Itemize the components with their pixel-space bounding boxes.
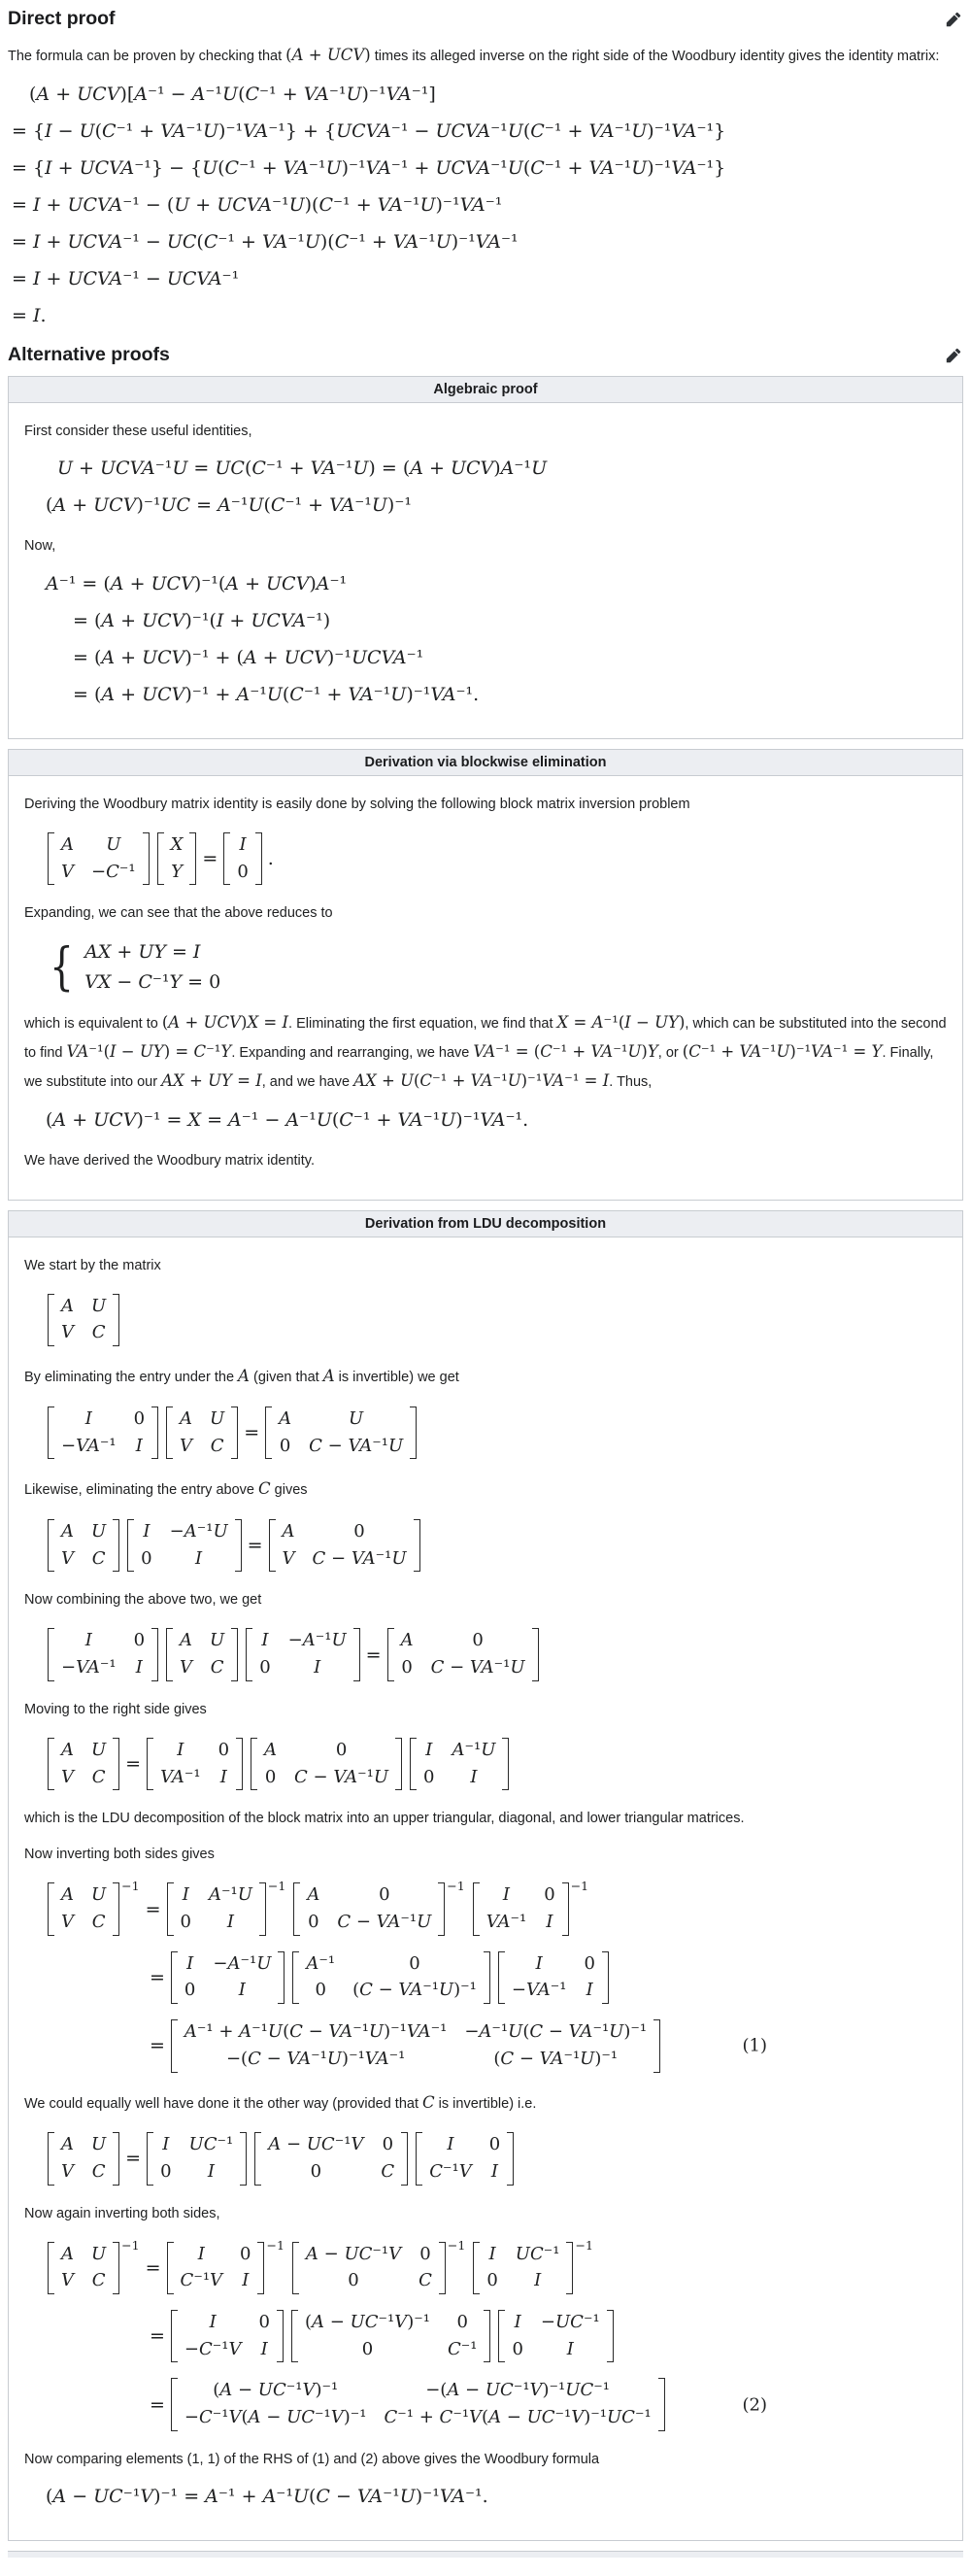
inline-math: X = A⁻¹(I − UY) bbox=[556, 1013, 686, 1033]
matrix: A⁻¹ + A⁻¹U(C − VA⁻¹U)⁻¹VA⁻¹ −A⁻¹U(C − VA⁻¹U)⁻¹ −(C − VA⁻¹U)⁻¹VA⁻¹ (C − VA⁻¹U)⁻¹ bbox=[171, 2019, 660, 2072]
paragraph: Moving to the right side gives bbox=[24, 1701, 207, 1717]
matrix-equation: A U V C = I UC⁻¹ 0 I A − UC⁻¹V 0 0 C I 0 C⁻¹V I bbox=[46, 2132, 947, 2185]
matrix-equation: = A⁻¹ + A⁻¹U(C − VA⁻¹U)⁻¹VA⁻¹ −A⁻¹U(C − VA⁻¹U)⁻¹ −(C − VA⁻¹U)⁻¹VA⁻¹ (C − VA⁻¹U)⁻¹ (1) bbox=[150, 2019, 947, 2072]
matrix: I 0 −VA⁻¹ I bbox=[498, 1951, 609, 2004]
equation-line: = I + UCVA⁻¹ − UC(C⁻¹ + VA⁻¹U)(C⁻¹ + VA⁻¹U)⁻¹VA⁻¹ bbox=[12, 231, 519, 253]
matrix: I −A⁻¹U 0 I bbox=[246, 1628, 359, 1680]
equation-line: = (A + UCV)⁻¹ + (A + UCV)⁻¹UCVA⁻¹ bbox=[73, 646, 424, 668]
paragraph: which is equivalent to (A + UCV)X = I. Eliminating the first equation, we find that X = A⁻¹(I − UY), which can be substituted into the second to find VA⁻¹(I − UY) = C⁻¹Y. Expanding and rearranging, we have VA⁻¹ = (C⁻¹ + VA⁻¹U)Y, or (C⁻¹ + VA⁻¹U)⁻¹VA⁻¹ = Y. Finally, we substitute into our AX + UY = I, and we have AX + U(C⁻¹ + VA⁻¹U)⁻¹VA⁻¹ = I. Thus, bbox=[24, 1013, 947, 1090]
equation-line: = I + UCVA⁻¹ − (U + UCVA⁻¹U)(C⁻¹ + VA⁻¹U)⁻¹VA⁻¹ bbox=[12, 193, 503, 216]
matrix-equation: A U V −C⁻¹ X Y = I 0 . bbox=[46, 832, 947, 885]
left-brace: { bbox=[50, 937, 74, 997]
matrix: A U V −C⁻¹ bbox=[48, 832, 150, 885]
equation-line: = (A + UCV)⁻¹ + A⁻¹U(C⁻¹ + VA⁻¹U)⁻¹VA⁻¹. bbox=[73, 683, 480, 705]
equation-line: = {I + UCVA⁻¹} − {U(C⁻¹ + VA⁻¹U)⁻¹VA⁻¹ + UCVA⁻¹U(C⁻¹ + VA⁻¹U)⁻¹VA⁻¹} bbox=[12, 156, 726, 179]
edit-pencil-icon bbox=[946, 12, 961, 27]
direct-proof-content bbox=[8, 41, 963, 328]
edit-alternative-proofs-button[interactable] bbox=[944, 346, 963, 365]
paragraph: Now again inverting both sides, bbox=[24, 2205, 220, 2221]
inline-math: (A + UCV) bbox=[285, 46, 371, 64]
equation-block bbox=[8, 83, 963, 329]
matrix: I A⁻¹U 0 I bbox=[410, 1738, 509, 1790]
matrix: I 0 −VA⁻¹ I bbox=[48, 1407, 158, 1459]
matrix: I 0 C⁻¹V I bbox=[416, 2132, 514, 2185]
inline-math: AX + U(C⁻¹ + VA⁻¹U)⁻¹VA⁻¹ = I bbox=[353, 1070, 610, 1090]
matrix: A U V C −1 bbox=[48, 1882, 140, 1935]
inline-math: VA⁻¹ = (C⁻¹ + VA⁻¹U)Y bbox=[473, 1042, 658, 1062]
matrix: (A − UC⁻¹V)⁻¹ 0 0 C⁻¹ bbox=[291, 2310, 490, 2362]
paragraph: Now, bbox=[24, 538, 56, 555]
matrix: A U 0 C − VA⁻¹U bbox=[265, 1407, 417, 1459]
matrix-equation: A U V C −1 = I A⁻¹U 0 I −1 A 0 0 C − VA⁻¹U −1 I 0 VA⁻¹ I −1 bbox=[46, 1882, 947, 1935]
matrix-equation bbox=[46, 1294, 947, 1346]
equation-system: { AX + UY = I VX − C⁻¹Y = 0 bbox=[50, 937, 221, 997]
matrix: A U V C bbox=[166, 1628, 238, 1680]
paragraph: Now comparing elements (1, 1) of the RHS of (1) and (2) above gives the Woodbury formula bbox=[24, 2451, 600, 2467]
equation-line: (A − UC⁻¹V)⁻¹ = A⁻¹ + A⁻¹U(C − VA⁻¹U)⁻¹VA⁻¹. bbox=[46, 2485, 488, 2507]
equation-line: = {I − U(C⁻¹ + VA⁻¹U)⁻¹VA⁻¹} + {UCVA⁻¹ − UCVA⁻¹U(C⁻¹ + VA⁻¹U)⁻¹VA⁻¹} bbox=[12, 119, 726, 142]
matrix: A U V C bbox=[166, 1407, 238, 1459]
proofbox-body bbox=[9, 776, 962, 1200]
section-heading-direct-proof bbox=[8, 8, 963, 30]
equation-line: = I. bbox=[12, 305, 47, 327]
matrix: A 0 0 C − VA⁻¹U bbox=[251, 1738, 402, 1790]
paragraph: Now combining the above two, we get bbox=[24, 1592, 262, 1609]
paragraph: We could equally well have done it the other way (provided that C is invertible) i.e. bbox=[24, 2092, 537, 2112]
paragraph: First consider these useful identities, bbox=[24, 424, 252, 440]
matrix: I 0 VA⁻¹ I −1 bbox=[473, 1882, 588, 1935]
inline-math: (C⁻¹ + VA⁻¹U)⁻¹VA⁻¹ = Y bbox=[682, 1042, 883, 1062]
proofbox-algebraic bbox=[8, 376, 963, 739]
equation-line: (A + UCV)⁻¹ = X = A⁻¹ − A⁻¹U(C⁻¹ + VA⁻¹U)⁻¹VA⁻¹. bbox=[46, 1108, 529, 1131]
equation-block bbox=[24, 2485, 947, 2509]
paragraph: We have derived the Woodbury matrix identity. bbox=[24, 1152, 316, 1169]
heading-direct-proof: Direct proof bbox=[8, 8, 116, 29]
truncated-next-box-edge bbox=[8, 2551, 963, 2558]
matrix: A U V C −1 bbox=[48, 2242, 140, 2294]
paragraph: Deriving the Woodbury matrix identity is easily done by solving the following block matrix inversion problem bbox=[24, 796, 690, 812]
proofbox-body bbox=[9, 403, 962, 738]
matrix-equation: = (A − UC⁻¹V)⁻¹ −(A − UC⁻¹V)⁻¹UC⁻¹ −C⁻¹V(A − UC⁻¹V)⁻¹ C⁻¹ + C⁻¹V(A − UC⁻¹V)⁻¹UC⁻¹ (2) bbox=[150, 2378, 947, 2430]
proofbox-blockwise-elimination bbox=[8, 749, 963, 1201]
matrix: A U V C bbox=[48, 1519, 119, 1572]
edit-pencil-icon bbox=[946, 348, 961, 363]
inline-math: C bbox=[422, 2092, 435, 2112]
inline-math: (A + UCV)X = I bbox=[161, 1013, 289, 1033]
matrix: A − UC⁻¹V 0 0 C bbox=[254, 2132, 408, 2185]
matrix: I −A⁻¹U 0 I bbox=[127, 1519, 241, 1572]
matrix: I 0 bbox=[223, 832, 261, 885]
paragraph: Likewise, eliminating the entry above C gives bbox=[24, 1479, 308, 1499]
matrix: I 0 −C⁻¹V I bbox=[171, 2310, 284, 2362]
matrix: I 0 C⁻¹V I −1 bbox=[167, 2242, 285, 2294]
inline-math: AX + UY = I bbox=[161, 1070, 262, 1090]
equation-line: A⁻¹ = (A + UCV)⁻¹(A + UCV)A⁻¹ bbox=[46, 572, 348, 594]
matrix: I UC⁻¹ 0 I −1 bbox=[473, 2242, 593, 2294]
matrix: A − UC⁻¹V 0 0 C −1 bbox=[292, 2242, 465, 2294]
matrix: A 0 0 C − VA⁻¹U −1 bbox=[293, 1882, 464, 1935]
matrix: I −A⁻¹U 0 I bbox=[171, 1951, 285, 2004]
inline-math: VA⁻¹(I − UY) = C⁻¹Y bbox=[66, 1042, 232, 1062]
paragraph: Expanding, we can see that the above reduces to bbox=[24, 905, 333, 922]
matrix-equation: I 0 −VA⁻¹ I A U V C = A U 0 C − VA⁻¹U bbox=[46, 1407, 947, 1459]
equation-number: (2) bbox=[742, 2394, 767, 2416]
matrix-equation: A U V C = I 0 VA⁻¹ I A 0 0 C − VA⁻¹U I A⁻¹U 0 I bbox=[46, 1738, 947, 1790]
proofbox-body bbox=[9, 1237, 962, 2540]
proofbox-title: Algebraic proof bbox=[9, 377, 962, 403]
edit-direct-proof-button[interactable] bbox=[944, 10, 963, 29]
paragraph: The formula can be proven by checking that (A + UCV) times its alleged inverse on the right side of the Woodbury identity gives the identity matrix: bbox=[8, 46, 940, 64]
equation-line: (A + UCV)[A⁻¹ − A⁻¹U(C⁻¹ + VA⁻¹U)⁻¹VA⁻¹] bbox=[29, 83, 436, 105]
matrix: I UC⁻¹ 0 I bbox=[147, 2132, 247, 2185]
matrix-equation: I 0 −VA⁻¹ I A U V C I −A⁻¹U 0 I = A 0 0 C − VA⁻¹U bbox=[46, 1628, 947, 1680]
paragraph: which is the LDU decomposition of the block matrix into an upper triangular, diagonal, and lower triangular matrices. bbox=[24, 1811, 745, 1827]
matrix-equation: A U V C −1 = I 0 C⁻¹V I −1 A − UC⁻¹V 0 0 C −1 I UC⁻¹ 0 I −1 bbox=[46, 2242, 947, 2294]
paragraph: Now inverting both sides gives bbox=[24, 1847, 215, 1863]
inline-math: C bbox=[258, 1479, 271, 1499]
matrix: I A⁻¹U 0 I −1 bbox=[167, 1882, 286, 1935]
paragraph: We start by the matrix bbox=[24, 1257, 161, 1273]
matrix: I 0 −VA⁻¹ I bbox=[48, 1628, 158, 1680]
matrix: (A − UC⁻¹V)⁻¹ −(A − UC⁻¹V)⁻¹UC⁻¹ −C⁻¹V(A − UC⁻¹V)⁻¹ C⁻¹ + C⁻¹V(A − UC⁻¹V)⁻¹UC⁻¹ bbox=[171, 2378, 665, 2430]
matrix: A 0 0 C − VA⁻¹U bbox=[387, 1628, 539, 1680]
matrix: A U V C bbox=[48, 2132, 119, 2185]
matrix-equation: A U V C I −A⁻¹U 0 I = A 0 V C − VA⁻¹U bbox=[46, 1519, 947, 1572]
matrix-equation: = I −A⁻¹U 0 I A⁻¹ 0 0 (C − VA⁻¹U)⁻¹ I 0 −VA⁻¹ I bbox=[150, 1951, 947, 2004]
section-heading-alternative-proofs bbox=[8, 344, 963, 366]
paragraph: By eliminating the entry under the A (given that A is invertible) we get bbox=[24, 1367, 459, 1386]
proofbox-title: Derivation from LDU decomposition bbox=[9, 1211, 962, 1237]
equation-line: (A + UCV)⁻¹UC = A⁻¹U(C⁻¹ + VA⁻¹U)⁻¹ bbox=[46, 494, 412, 517]
inline-math: A bbox=[238, 1367, 250, 1386]
equation-block bbox=[24, 457, 947, 518]
matrix: I 0 VA⁻¹ I bbox=[147, 1738, 243, 1790]
equation-line: = (A + UCV)⁻¹(I + UCVA⁻¹) bbox=[73, 609, 331, 631]
matrix: A⁻¹ 0 0 (C − VA⁻¹U)⁻¹ bbox=[292, 1951, 489, 2004]
equation-number: (1) bbox=[742, 2035, 767, 2056]
matrix-equation: = I 0 −C⁻¹V I (A − UC⁻¹V)⁻¹ 0 0 C⁻¹ I −UC⁻¹ 0 I bbox=[150, 2310, 947, 2362]
matrix: A 0 V C − VA⁻¹U bbox=[269, 1519, 420, 1572]
equation-block bbox=[24, 572, 947, 707]
proofbox-title: Derivation via blockwise elimination bbox=[9, 750, 962, 776]
matrix: X Y bbox=[157, 832, 197, 885]
inline-math: A bbox=[322, 1367, 335, 1386]
proofbox-ldu-decomposition bbox=[8, 1210, 963, 2541]
equation-line: U + UCVA⁻¹U = UC(C⁻¹ + VA⁻¹U) = (A + UCV)A⁻¹U bbox=[57, 458, 548, 480]
equation-block bbox=[24, 1108, 947, 1133]
equation-line: = I + UCVA⁻¹ − UCVA⁻¹ bbox=[12, 268, 240, 290]
matrix: A U V C bbox=[48, 1294, 119, 1346]
matrix: A U V C bbox=[48, 1738, 119, 1790]
heading-alternative-proofs: Alternative proofs bbox=[8, 344, 170, 366]
matrix: I −UC⁻¹ 0 I bbox=[498, 2310, 613, 2362]
